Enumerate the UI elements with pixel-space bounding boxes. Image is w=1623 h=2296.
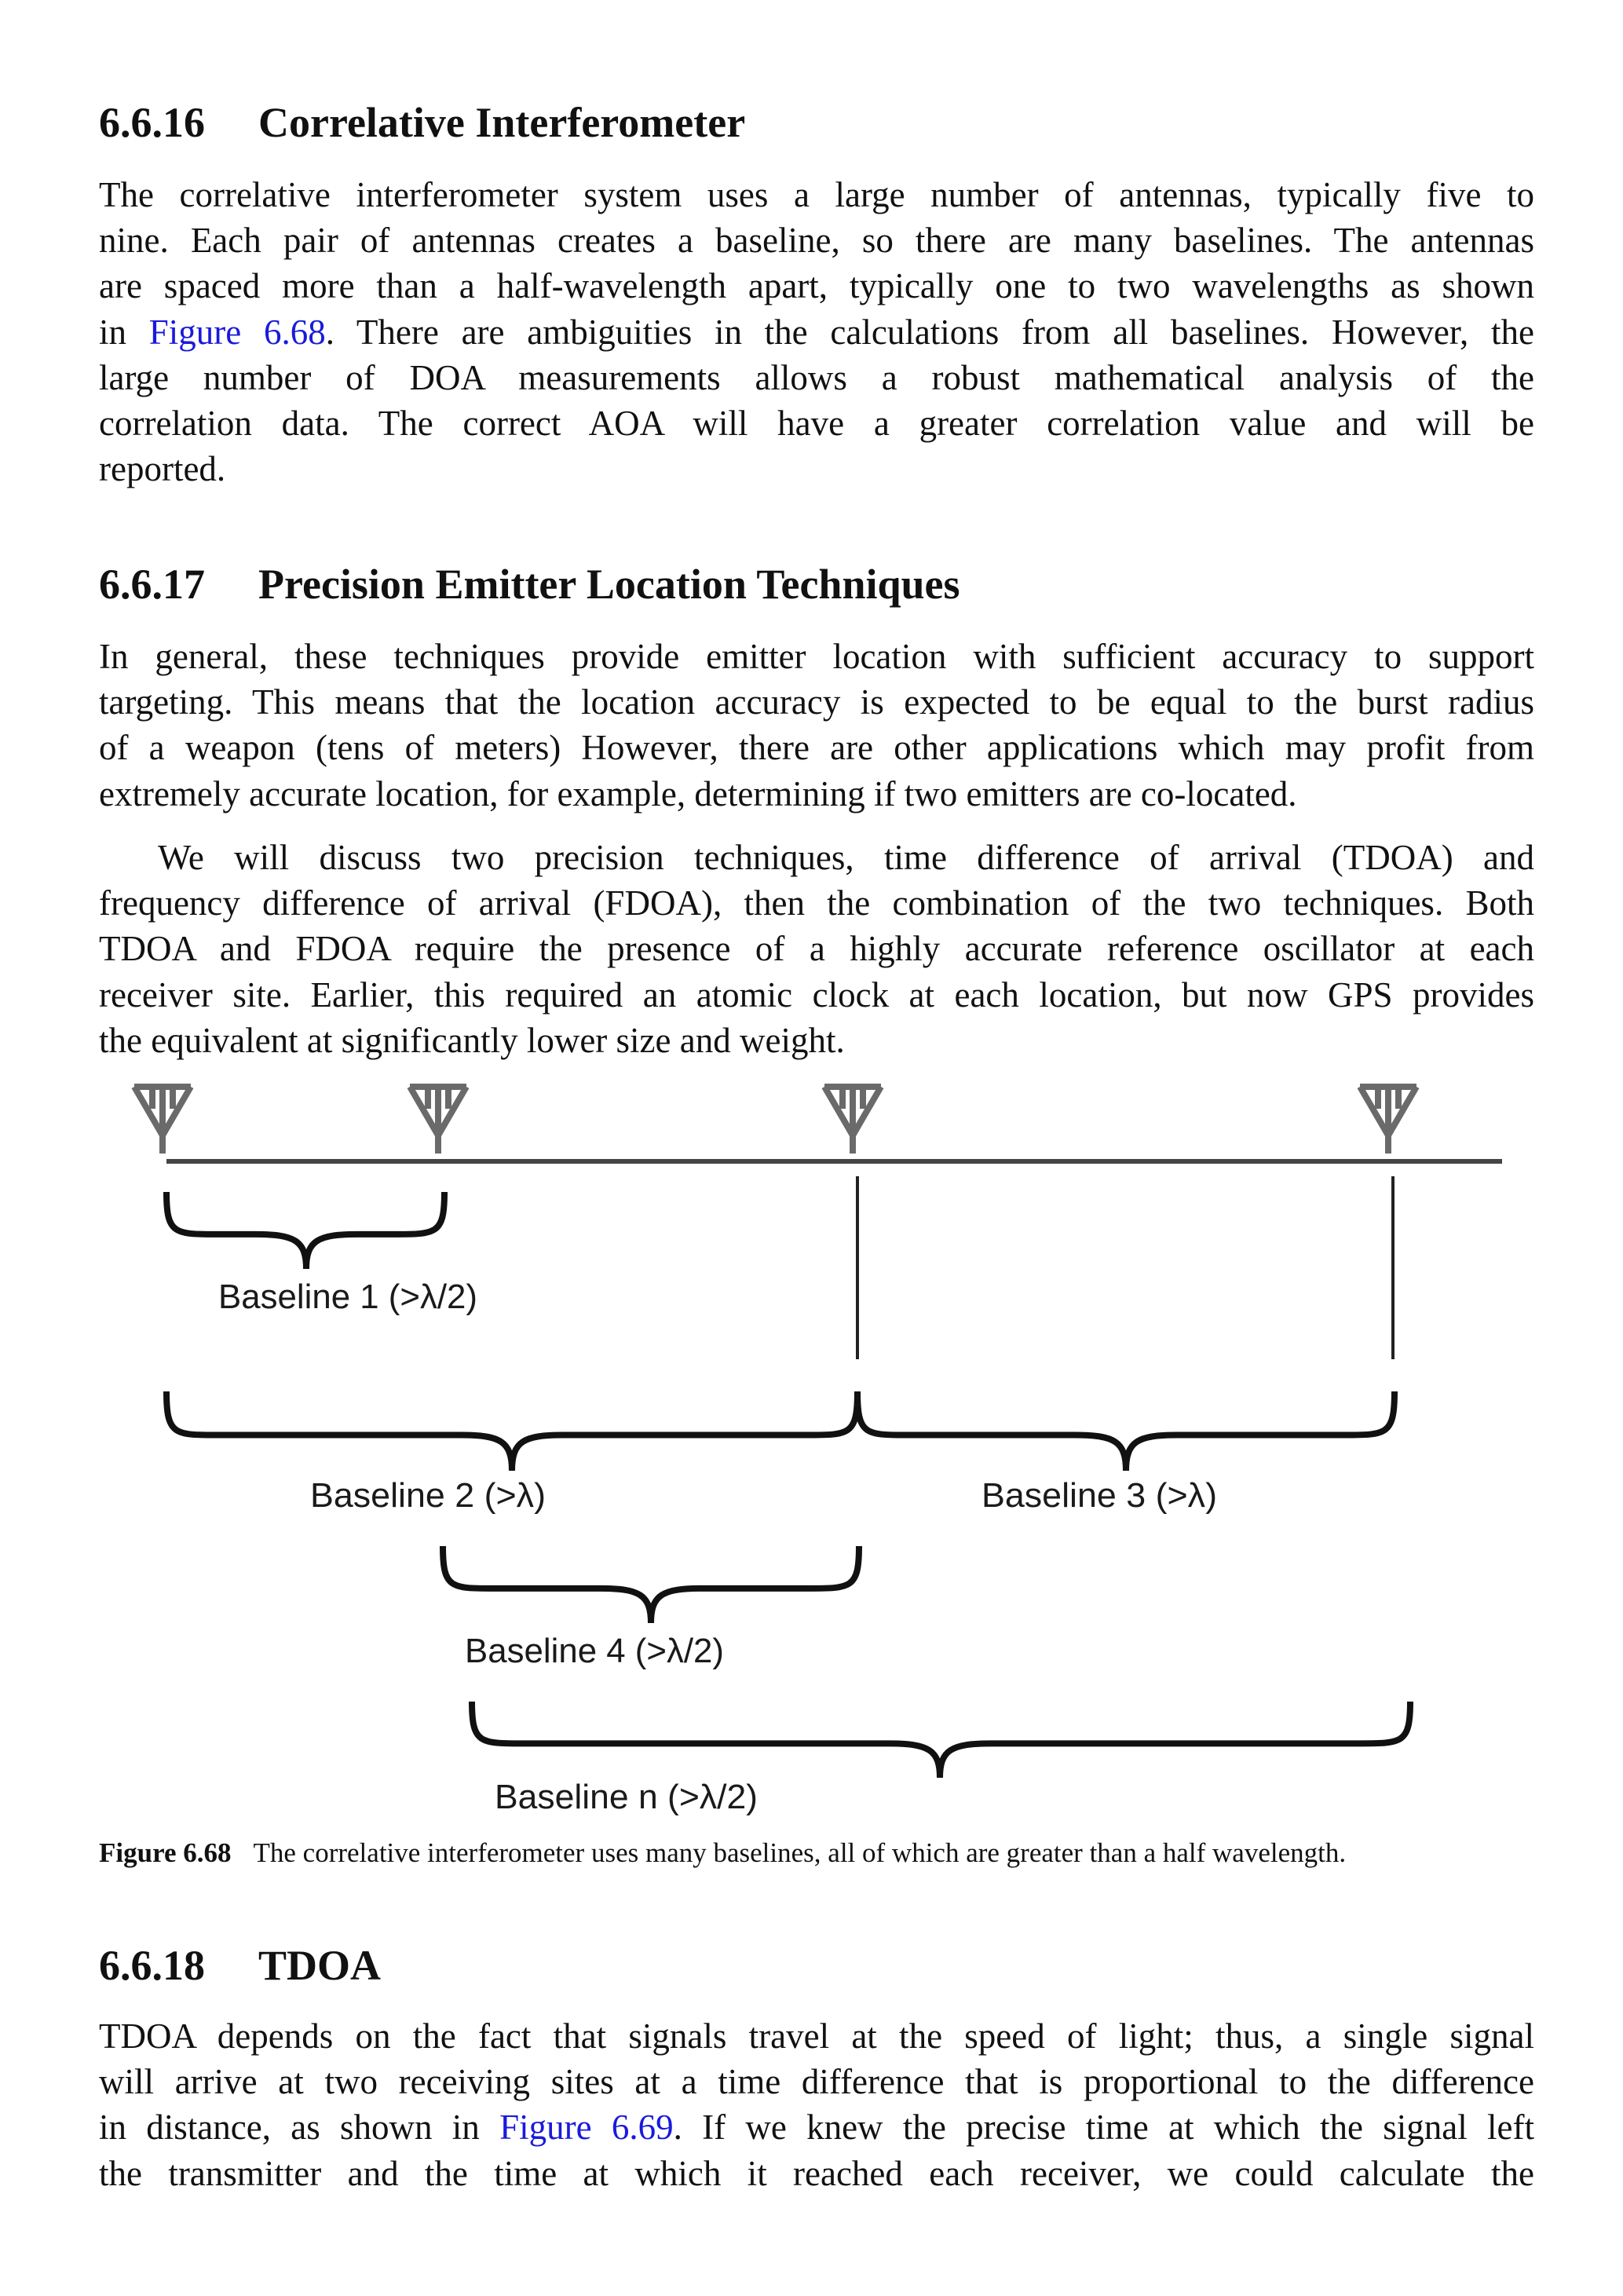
- baseline-2-brace: [166, 1391, 857, 1471]
- text-line: TDOA depends on the fact that signals travel at the speed of light; thus, a single signal: [99, 2016, 1534, 2056]
- section-title: Precision Emitter Location Techniques: [258, 561, 960, 608]
- text-line: large number of DOA measurements allows a robust mathematical analysis of the: [99, 357, 1534, 397]
- baseline-n-brace: [472, 1702, 1410, 1778]
- text-line: receiver site. Earlier, this required an atomic clock at each location, but now GPS provides: [99, 974, 1534, 1015]
- text-line: will arrive at two receiving sites at a time difference that is proportional to the difference: [99, 2062, 1534, 2102]
- antenna-icon: [134, 1087, 191, 1153]
- text-line: the equivalent at significantly lower size and weight.: [99, 1020, 845, 1060]
- section-title: TDOA: [258, 1942, 382, 1989]
- text-line: We will discuss two precision techniques, time difference of arrival (TDOA) and: [158, 838, 1534, 877]
- baseline-1-brace: [166, 1192, 444, 1269]
- caption-text: The correlative interferometer uses many baselines, all of which are greater than a half wavelength.: [253, 1837, 1347, 1868]
- text-line: frequency difference of arrival (FDOA), then the combination of the two techniques. Both: [99, 883, 1534, 923]
- text-line: correlation data. The correct AOA will have a greater correlation value and will be: [99, 403, 1534, 443]
- section-number: 6.6.17: [99, 561, 205, 608]
- baseline-4-brace: [443, 1546, 859, 1623]
- text-line: In general, these techniques provide emitter location with sufficient accuracy to support: [99, 637, 1534, 676]
- text-line: are spaced more than a half-wavelength apart, typically one to two wavelengths as shown: [99, 266, 1534, 306]
- text-line: in distance, as shown in Figure 6.69. If we knew the precise time at which the signal left: [99, 2108, 1534, 2148]
- baseline-1-label: Baseline 1 (>λ/2): [218, 1278, 477, 1316]
- paragraph-tdoa: [99, 2013, 1534, 2196]
- baseline-3-brace: [857, 1391, 1395, 1471]
- text-line: nine. Each pair of antennas creates a baseline, so there are many baselines. The antennas: [99, 221, 1534, 261]
- text-line: TDOA and FDOA require the presence of a highly accurate reference oscillator at each: [99, 929, 1534, 969]
- figure-caption: [99, 1836, 1346, 1870]
- section-number: 6.6.16: [99, 99, 205, 146]
- text-line: extremely accurate location, for example, determining if two emitters are co-located.: [99, 773, 1297, 813]
- antenna-icon: [410, 1087, 466, 1153]
- text-line: in Figure 6.68. There are ambiguities in the calculations from all baselines. However, the: [99, 312, 1534, 352]
- baseline-2-label: Baseline 2 (>λ): [310, 1476, 546, 1515]
- caption-label: Figure 6.68: [99, 1837, 232, 1868]
- figure-link[interactable]: Figure 6.69: [499, 2108, 674, 2148]
- text-line: the transmitter and the time at which it reached each receiver, we could calculate the: [99, 2153, 1534, 2193]
- antenna-icon: [824, 1087, 881, 1153]
- baseline-n-label: Baseline n (>λ/2): [495, 1778, 758, 1816]
- antenna-icon: [1360, 1087, 1416, 1153]
- text-line: The correlative interferometer system uses a large number of antennas, typically five to: [99, 175, 1534, 214]
- section-heading-6-6-18: [99, 1938, 381, 1993]
- text-line: of a weapon (tens of meters) However, there are other applications which may profit from: [99, 728, 1534, 768]
- text-line: reported.: [99, 449, 226, 489]
- baseline-3-label: Baseline 3 (>λ): [981, 1476, 1217, 1515]
- text-line: targeting. This means that the location accuracy is expected to be equal to the burst radius: [99, 682, 1534, 722]
- figure-link[interactable]: Figure 6.68: [148, 312, 326, 352]
- section-number: 6.6.18: [99, 1942, 205, 1989]
- section-title: Correlative Interferometer: [258, 99, 746, 146]
- baseline-4-label: Baseline 4 (>λ/2): [465, 1632, 724, 1670]
